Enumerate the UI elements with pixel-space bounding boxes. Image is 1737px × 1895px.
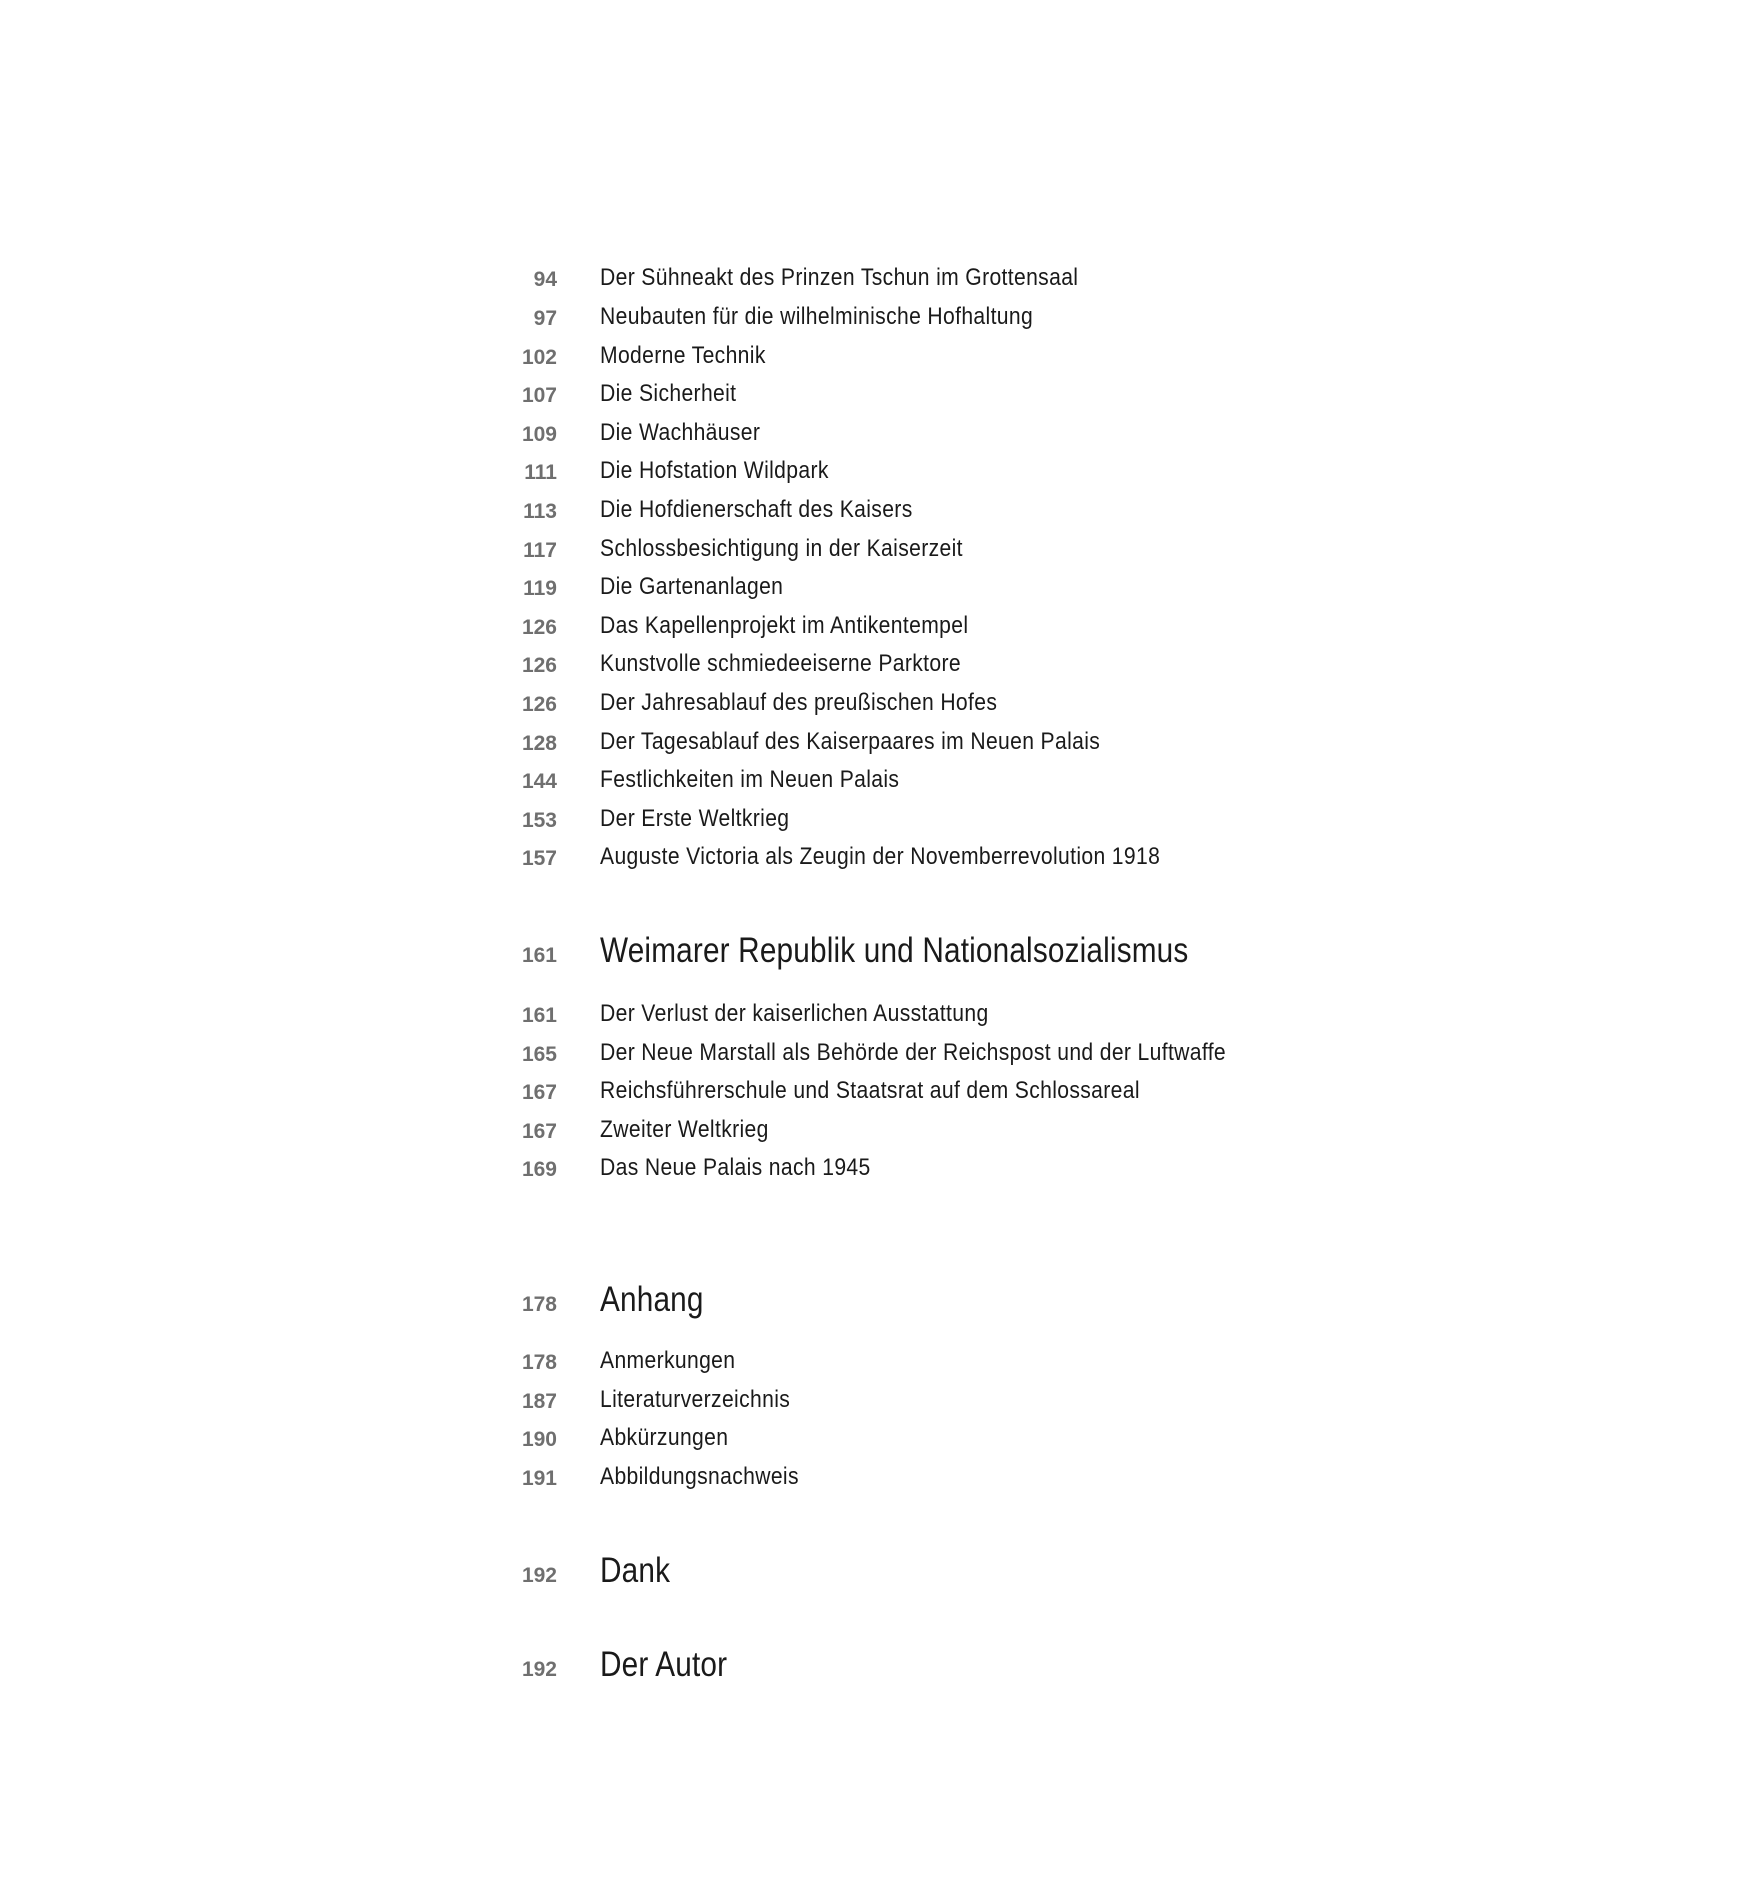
toc-entry	[0, 721, 1737, 761]
toc-section-heading	[0, 1629, 1737, 1689]
toc-entry-title: Die Wachhäuser	[600, 419, 761, 446]
toc-entry-page: 161	[521, 1004, 557, 1027]
toc-entry	[0, 643, 1737, 683]
toc-entry-page: 153	[521, 809, 557, 832]
toc-entry	[0, 836, 1737, 876]
toc-entry-title: Der Tagesablauf des Kaiserpaares im Neuen Palais	[600, 728, 1101, 755]
toc-entry-title: Das Kapellenprojekt im Antikentempel	[600, 612, 969, 639]
toc-entry-title: Abkürzungen	[600, 1424, 729, 1451]
toc-entry	[0, 759, 1737, 799]
toc-entry-title: Zweiter Weltkrieg	[600, 1116, 769, 1143]
toc-heading-title: Anhang	[600, 1280, 704, 1319]
toc-entry	[0, 412, 1737, 452]
toc-entry-page: 167	[521, 1081, 557, 1104]
toc-entry	[0, 605, 1737, 645]
toc-entry	[0, 450, 1737, 490]
toc-entry-title: Literaturverzeichnis	[600, 1386, 791, 1413]
toc-entry-title: Der Jahresablauf des preußischen Hofes	[600, 689, 998, 716]
toc-entry-page: 169	[521, 1158, 557, 1181]
toc-heading-page: 192	[521, 1564, 557, 1587]
toc-entry-title: Neubauten für die wilhelminische Hofhaltung	[600, 303, 1034, 330]
toc-entry-page: 102	[521, 346, 557, 369]
toc-entry	[0, 1032, 1737, 1072]
toc-entry-page: 128	[521, 732, 557, 755]
toc-entry-title: Der Neue Marstall als Behörde der Reichspost und der Luftwaffe	[600, 1039, 1227, 1066]
toc-entry-title: Schlossbesichtigung in der Kaiserzeit	[600, 535, 963, 562]
toc-entry-page: 97	[533, 307, 557, 330]
toc-entry-page: 94	[533, 268, 557, 291]
toc-heading-page: 178	[521, 1293, 557, 1316]
toc-entry-title: Moderne Technik	[600, 342, 766, 369]
toc-entry-title: Der Erste Weltkrieg	[600, 805, 790, 832]
toc-entry-page: 126	[521, 693, 557, 716]
toc-section-heading	[0, 1264, 1737, 1324]
toc-entry	[0, 489, 1737, 529]
toc-entry	[0, 566, 1737, 606]
toc-entry-title: Die Hofstation Wildpark	[600, 457, 829, 484]
toc-entry-title: Auguste Victoria als Zeugin der Novemberrevolution 1918	[600, 843, 1161, 870]
toc-entry-page: 157	[521, 847, 557, 870]
toc-entry	[0, 1109, 1737, 1149]
toc-entry	[0, 528, 1737, 568]
toc-entry	[0, 993, 1737, 1033]
toc-section-heading	[0, 915, 1737, 975]
toc-entry-title: Der Sühneakt des Prinzen Tschun im Grottensaal	[600, 264, 1079, 291]
toc-heading-title: Dank	[600, 1551, 671, 1590]
toc-entry-title: Festlichkeiten im Neuen Palais	[600, 766, 900, 793]
toc-entry	[0, 798, 1737, 838]
toc-entry-title: Die Sicherheit	[600, 380, 737, 407]
toc-entry-title: Das Neue Palais nach 1945	[600, 1154, 871, 1181]
toc-entry-page: 178	[521, 1351, 557, 1374]
toc-heading-page: 161	[521, 944, 557, 967]
toc-entry-page: 117	[523, 539, 557, 562]
toc-entry-title: Die Gartenanlagen	[600, 573, 784, 600]
toc-entry	[0, 373, 1737, 413]
toc-entry	[0, 1147, 1737, 1187]
toc-entry	[0, 335, 1737, 375]
toc-entry	[0, 257, 1737, 297]
toc-entry	[0, 1340, 1737, 1380]
toc-heading-title: Weimarer Republik und Nationalsozialismus	[600, 931, 1189, 970]
toc-entry-page: 126	[521, 616, 557, 639]
toc-entry	[0, 1456, 1737, 1496]
toc-entry-title: Kunstvolle schmiedeeiserne Parktore	[600, 650, 961, 677]
toc-entry-page: 119	[523, 577, 557, 600]
toc-heading-title: Der Autor	[600, 1645, 728, 1684]
toc-entry-title: Die Hofdienerschaft des Kaisers	[600, 496, 913, 523]
toc-entry-page: 111	[524, 461, 557, 484]
toc-entry-title: Anmerkungen	[600, 1347, 736, 1374]
toc-entry-page: 144	[521, 770, 557, 793]
toc-entry-page: 191	[521, 1467, 557, 1490]
toc-entry	[0, 682, 1737, 722]
toc-entry-page: 126	[521, 654, 557, 677]
toc-entry	[0, 1417, 1737, 1457]
toc-entry-title: Der Verlust der kaiserlichen Ausstattung	[600, 1000, 989, 1027]
toc-heading-page: 192	[521, 1658, 557, 1681]
toc-entry-page: 165	[521, 1043, 557, 1066]
toc-entry-title: Abbildungsnachweis	[600, 1463, 799, 1490]
toc-entry-page: 113	[523, 500, 557, 523]
toc-entry	[0, 296, 1737, 336]
toc-entry-page: 167	[521, 1120, 557, 1143]
toc-entry	[0, 1379, 1737, 1419]
toc-entry-title: Reichsführerschule und Staatsrat auf dem Schlossareal	[600, 1077, 1140, 1104]
toc-section-heading	[0, 1535, 1737, 1595]
toc-entry	[0, 1070, 1737, 1110]
toc-entry-page: 109	[521, 423, 557, 446]
toc-entry-page: 107	[521, 384, 557, 407]
toc-entry-page: 190	[521, 1428, 557, 1451]
toc-entry-page: 187	[521, 1390, 557, 1413]
